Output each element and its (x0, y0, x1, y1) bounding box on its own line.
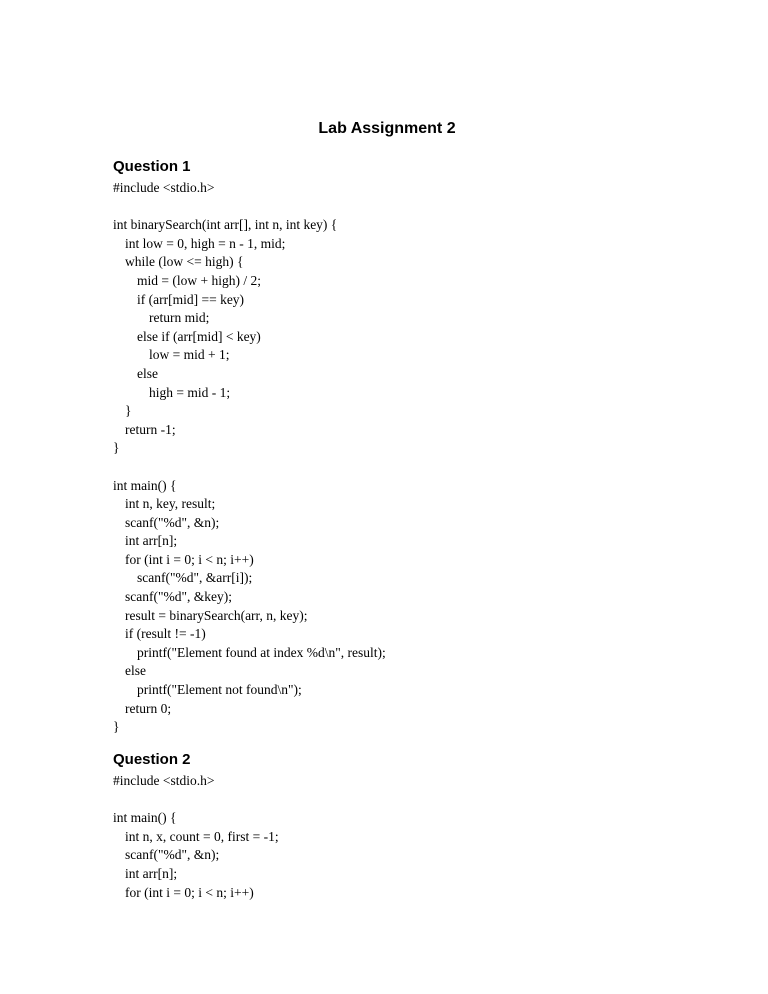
code-line: return 0; (125, 700, 172, 716)
code-line: if (arr[mid] == key) (137, 291, 245, 307)
code-line: return mid; (149, 310, 210, 326)
code-line: mid = (low + high) / 2; (137, 272, 261, 288)
document-title: Lab Assignment 2 (318, 120, 456, 137)
question-1-heading: Question 1 (113, 158, 191, 175)
code-line: int n, key, result; (125, 496, 216, 512)
code-line: int arr[n]; (125, 865, 178, 881)
code-line: else (137, 365, 158, 381)
code-line: int n, x, count = 0, first = -1; (125, 828, 279, 844)
question-1-code (113, 179, 386, 737)
code-line: else (125, 663, 146, 679)
code-line: for (int i = 0; i < n; i++) (125, 884, 254, 900)
code-line: int main() { (113, 810, 177, 826)
code-line: scanf("%d", &arr[i]); (137, 570, 253, 586)
code-line: int binarySearch(int arr[], int n, int key) { (113, 217, 338, 233)
code-line: low = mid + 1; (149, 347, 230, 363)
code-line: } (125, 403, 132, 419)
code-line: } (113, 440, 120, 456)
code-line: int main() { (113, 477, 177, 493)
code-line: return -1; (125, 421, 176, 437)
code-line: while (low <= high) { (125, 254, 244, 270)
code-line: } (113, 719, 120, 735)
question-2-heading: Question 2 (113, 751, 191, 768)
code-line: else if (arr[mid] < key) (137, 328, 261, 344)
code-line: scanf("%d", &n); (125, 514, 220, 530)
code-line: for (int i = 0; i < n; i++) (125, 551, 254, 567)
code-line (113, 791, 279, 810)
code-line: result = binarySearch(arr, n, key); (125, 607, 308, 623)
code-line: high = mid - 1; (149, 384, 231, 400)
code-line: #include <stdio.h> (113, 180, 215, 195)
code-line (113, 458, 386, 477)
code-line: scanf("%d", &n); (125, 847, 220, 863)
code-line: if (result != -1) (125, 626, 206, 642)
code-line: printf("Element found at index %d\n", result); (137, 644, 386, 660)
code-line: printf("Element not found\n"); (137, 682, 302, 698)
code-line: scanf("%d", &key); (125, 589, 232, 605)
code-line: int arr[n]; (125, 533, 178, 549)
code-line: #include <stdio.h> (113, 773, 215, 788)
code-line: int low = 0, high = n - 1, mid; (125, 235, 286, 251)
question-2-code (113, 772, 279, 902)
code-line (113, 198, 386, 217)
